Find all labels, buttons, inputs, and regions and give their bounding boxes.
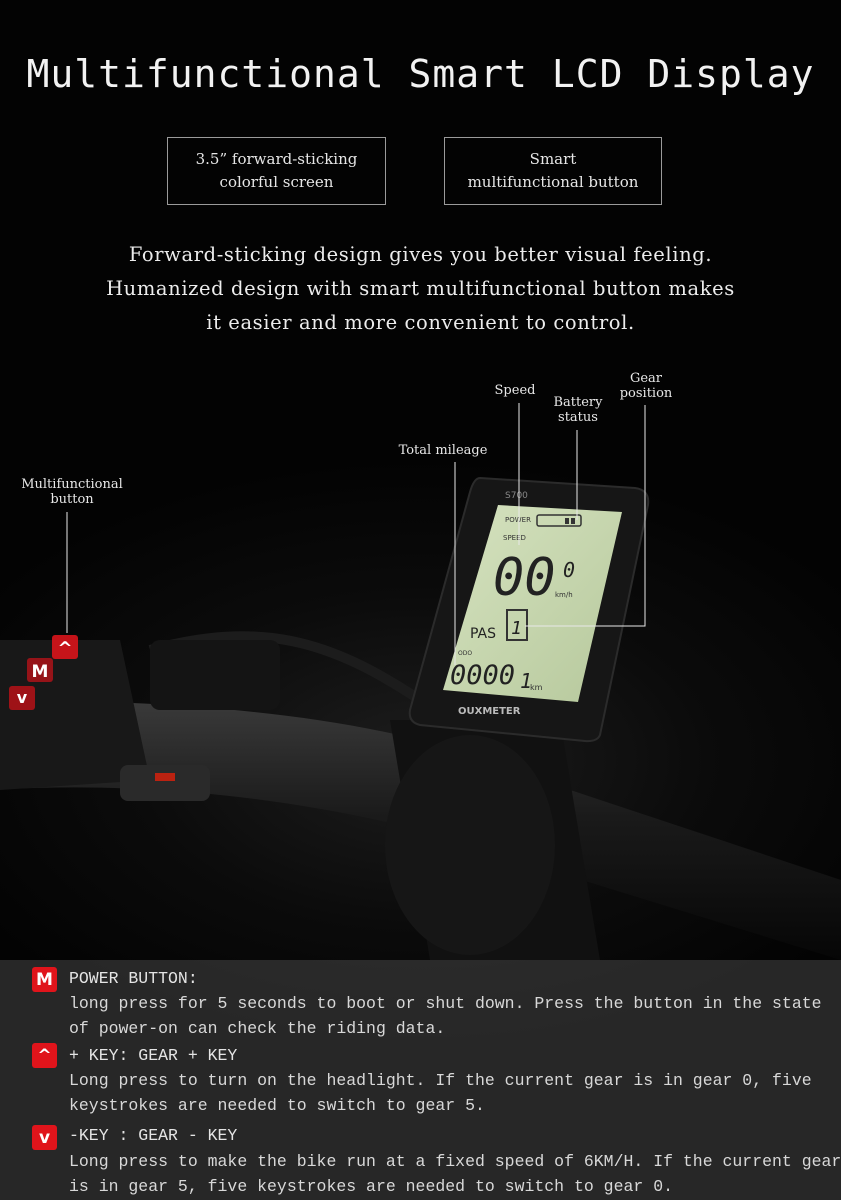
plus-key-icon: ^ <box>32 1043 57 1068</box>
bike-button-plus <box>52 635 78 659</box>
display-speed-value: 00 <box>493 548 556 608</box>
display-gear-value: 1 <box>511 618 522 639</box>
minus-key-description <box>69 1149 841 1199</box>
callout-total-mileage: Total mileage <box>398 443 488 458</box>
intro-line: it easier and more convenient to control. <box>206 311 635 334</box>
display-model: S700 <box>505 491 528 501</box>
callout-battery-status: Battery status <box>553 395 603 425</box>
description-line: of power-on can check the riding data. <box>69 1019 446 1038</box>
description-line: keystrokes are needed to switch to gear 5. <box>69 1096 485 1115</box>
battery-bar <box>571 518 575 524</box>
chevron-up-icon: ^ <box>57 638 73 659</box>
description-line: long press for 5 seconds to boot or shut down. Press the button in the state <box>69 994 822 1013</box>
plus-key-description <box>69 1068 829 1118</box>
callout-multifunctional-button: Multifunctional button <box>21 477 123 507</box>
minus-key-title: -KEY : GEAR - KEY <box>69 1126 238 1145</box>
page-title: Multifunctional Smart LCD Display <box>26 52 815 96</box>
display-pas-label: PAS <box>470 626 497 642</box>
minus-key-icon: v <box>32 1125 57 1150</box>
description-line: Long press to turn on the headlight. If the current gear is in gear 0, five <box>69 1071 812 1090</box>
display-speed-decimal: 0 <box>563 558 576 582</box>
display-odo-decimal: 1 <box>520 669 533 693</box>
intro-line: Forward-sticking design gives you better visual feeling. <box>128 243 713 266</box>
battery-bar <box>565 518 569 524</box>
display-brand: OUXMETER <box>458 706 521 717</box>
display-speed-unit: km/h <box>555 591 573 599</box>
chevron-down-icon: v <box>16 688 28 707</box>
lcd-display <box>410 478 649 741</box>
intro-line: Humanized design with smart multifunctional button makes <box>106 277 735 300</box>
bike-button-minus <box>9 686 35 710</box>
power-key-icon: M <box>32 967 57 992</box>
mode-icon: M <box>31 662 49 682</box>
feature-box-button-text: Smart multifunctional button <box>467 150 639 191</box>
stem-clamp <box>385 735 555 955</box>
power-key-description <box>69 991 829 1041</box>
display-power-label: POWER <box>505 516 531 524</box>
display-odo-unit: km <box>530 683 543 692</box>
callout-gear-position: Gear position <box>619 371 673 401</box>
description-line: is in gear 5, five keystrokes are needed to switch to gear 0. <box>69 1177 673 1196</box>
display-odo-value: 0000 <box>450 660 516 691</box>
display-speed-label: SPEED <box>503 534 526 542</box>
bike-button-mode <box>27 658 53 682</box>
power-key-title: POWER BUTTON: <box>69 969 198 988</box>
remote-switch <box>120 765 210 801</box>
remote-switch-led <box>155 773 175 781</box>
display-odo-label: ODO <box>458 650 473 657</box>
description-line: Long press to make the bike run at a fixed speed of 6KM/H. If the current gear <box>69 1152 841 1171</box>
callout-speed: Speed <box>494 383 536 398</box>
controller-housing <box>150 640 280 710</box>
feature-box-screen-text: 3.5” forward-sticking colorful screen <box>195 150 358 191</box>
plus-key-title: + KEY: GEAR + KEY <box>69 1046 238 1065</box>
